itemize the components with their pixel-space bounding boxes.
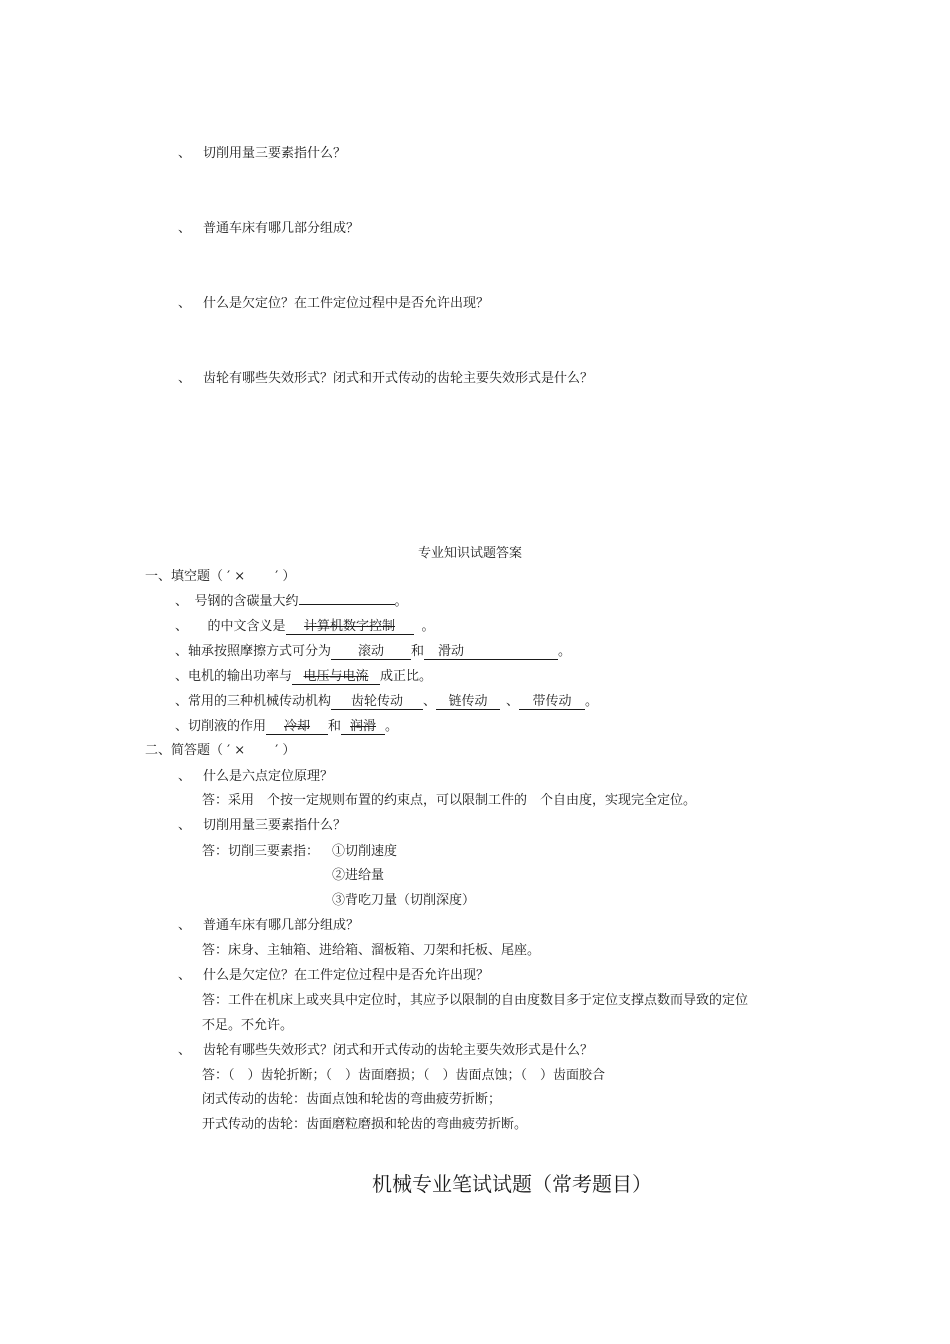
short-q1-answer: 答：采用 个按一定规则布置的约束点，可以限制工件的 个自由度，实现完全定位。 (202, 793, 697, 808)
short-q2-answer-item-1: ①切削速度 (332, 844, 398, 859)
short-q2-answer-item-2: ②进给量 (332, 868, 385, 883)
top-question-3: 、 什么是欠定位？在工件定位过程中是否允许出现？ (178, 296, 490, 311)
fill-q4-blank: 电压与电流 (292, 669, 380, 685)
fill-q3: 、轴承按照摩擦方式可分为 滚动 和 滑动 。 (175, 644, 572, 659)
top-question-4: 、 齿轮有哪些失效形式？闭式和开式传动的齿轮主要失效形式是什么？ (178, 371, 594, 386)
fill-q3-blank-1: 滚动 (331, 644, 411, 660)
short-q2-answer-item-3: ③背吃刀量（切削深度） (332, 893, 476, 908)
short-q2-answer-lead: 答：切削三要素指： (202, 844, 320, 859)
fill-q2: 、 的中文含义是 计算机数字控制 。 (175, 619, 435, 634)
fill-q4: 、电机的输出功率与 电压与电流 成正比。 (175, 669, 433, 684)
fill-q6-blank-1: 冷却 (266, 719, 328, 735)
section2-heading: 二、简答题（ ′ × ′ ） (145, 743, 296, 758)
fill-q5: 、常用的三种机械传动机构 齿轮传动 、 链传动 、 带传动 。 (175, 694, 599, 709)
section1-heading: 一、填空题（ ′ × ′ ） (145, 569, 296, 584)
short-q5-answer-line-1: 答：（ ）齿轮折断；（ ）齿面磨损；（ ）齿面点蚀；（ ）齿面胶合 (202, 1068, 606, 1083)
short-q3: 、 普通车床有哪几部分组成？ (178, 918, 360, 933)
top-question-1: 、 切削用量三要素指什么？ (178, 146, 347, 161)
short-q5: 、 齿轮有哪些失效形式？闭式和开式传动的齿轮主要失效形式是什么？ (178, 1043, 594, 1058)
fill-q6-blank-2: 润滑 (341, 719, 385, 735)
short-q4-answer-line-1: 答：工件在机床上或夹具中定位时，其应予以限制的自由度数目多于定位支撑点数而导致的定位 (202, 993, 749, 1008)
fill-q5-blank-3: 带传动 (519, 694, 585, 710)
footer-title: 机械专业笔试试题（常考题目） (372, 1172, 652, 1196)
short-q5-answer-line-3: 开式传动的齿轮：齿面磨粒磨损和轮齿的弯曲疲劳折断。 (202, 1117, 528, 1132)
answers-title: 专业知识试题答案 (418, 546, 523, 561)
fill-q3-blank-2: 滑动 (424, 644, 558, 660)
fill-q5-blank-1: 齿轮传动 (331, 694, 423, 710)
short-q1: 、 什么是六点定位原理？ (178, 769, 334, 784)
fill-q6: 、切削液的作用 冷却 和 润滑 。 (175, 719, 399, 734)
fill-q2-blank: 计算机数字控制 (286, 619, 414, 635)
top-question-2: 、 普通车床有哪几部分组成？ (178, 221, 360, 236)
short-q4-answer-line-2: 不足。不允许。 (202, 1018, 294, 1033)
short-q2: 、 切削用量三要素指什么？ (178, 818, 347, 833)
short-q5-answer-line-2: 闭式传动的齿轮：齿面点蚀和轮齿的弯曲疲劳折断； (202, 1092, 502, 1107)
fill-q5-blank-2: 链传动 (436, 694, 500, 710)
short-q3-answer: 答：床身、主轴箱、进给箱、溜板箱、刀架和托板、尾座。 (202, 943, 541, 958)
short-q4: 、 什么是欠定位？在工件定位过程中是否允许出现？ (178, 968, 490, 983)
fill-q1-blank (299, 604, 395, 605)
fill-q1: 、 号钢的含碳量大约 。 (175, 594, 408, 609)
